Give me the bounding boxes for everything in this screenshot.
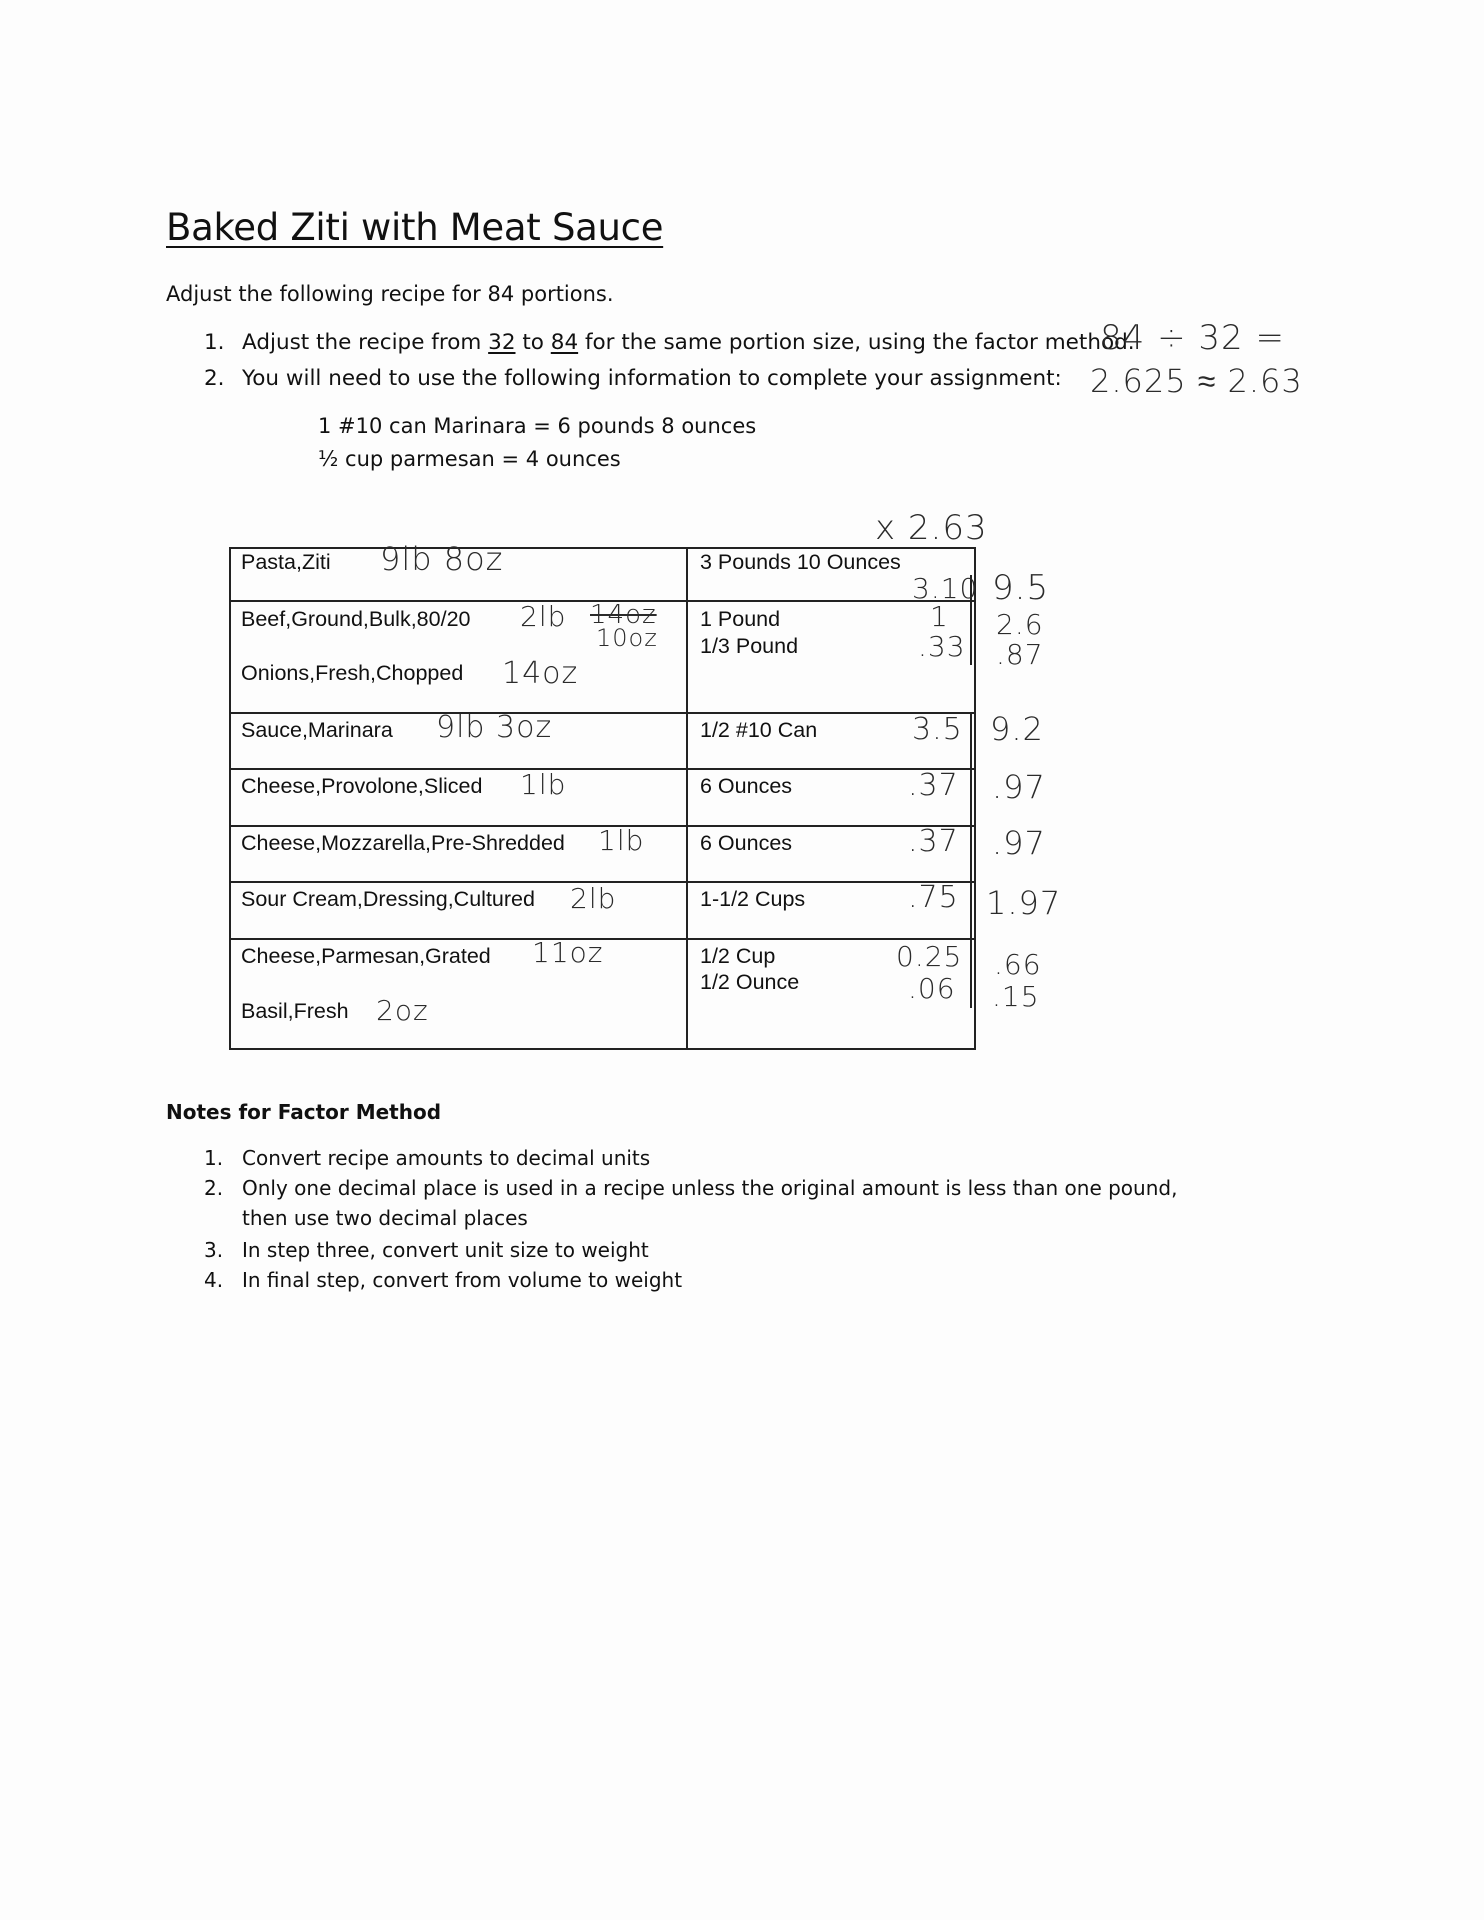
handwritten-result: 2.6 (996, 608, 1044, 641)
from-portions: 32 (488, 330, 516, 355)
instruction-number: 2. (204, 366, 225, 391)
handwritten-scaled-amount: 14oz (502, 656, 579, 691)
instruction-1: 1. Adjust the recipe from 32 to 84 for the same portion size, using the factor method. (204, 330, 1135, 355)
ingredient-name: Onions,Fresh,Chopped (241, 661, 464, 685)
table-row-basil (241, 998, 349, 1024)
handwritten-multiplier: x 2.63 (875, 508, 988, 548)
table-row-marinara (241, 717, 393, 743)
ingredient-name: Cheese,Mozzarella,Pre-Shredded (241, 831, 565, 855)
table-row-onions (241, 660, 463, 686)
handwritten-result: 9.5 (992, 568, 1050, 608)
handwritten-decimal: 3.5 (912, 712, 963, 747)
handwritten-decimal: 1 (930, 600, 949, 633)
table-row-sour-cream (241, 886, 535, 912)
handwritten-result: .97 (992, 768, 1046, 806)
handwritten-factor-result: 2.625 ≈ 2.63 (1090, 362, 1303, 400)
handwritten-separator (970, 768, 972, 825)
handwritten-decimal: 0.25 (896, 940, 963, 973)
recipe-amount: 1/3 Pound (700, 634, 799, 658)
to-portions: 84 (550, 330, 579, 355)
handwritten-result: .97 (992, 824, 1046, 862)
handwritten-scaled-amount: 2lb (520, 600, 567, 633)
handwritten-scaled-amount: 2lb (570, 882, 617, 915)
table-row-mozzarella (241, 830, 565, 856)
table-row-beef (241, 606, 471, 632)
recipe-amount: 6 Ounces (700, 831, 793, 855)
recipe-amount: 1/2 #10 Can (700, 718, 818, 742)
handwritten-scaled-amount: 2oz (376, 994, 429, 1027)
conversion-info-parmesan: ½ cup parmesan = 4 ounces (318, 447, 621, 471)
handwritten-result: 1.97 (986, 884, 1062, 922)
handwritten-scaled-amount: 1lb (520, 768, 567, 801)
note-item: 3. In step three, convert unit size to weight (204, 1238, 649, 1262)
handwritten-result: .15 (992, 980, 1040, 1013)
recipe-amount: 1-1/2 Cups (700, 887, 806, 911)
ingredient-name: Cheese,Provolone,Sliced (241, 774, 483, 798)
handwritten-separator (970, 938, 972, 1008)
handwritten-result: 9.2 (990, 710, 1044, 748)
recipe-amount: 6 Ounces (700, 774, 793, 798)
instruction-number: 1. (204, 330, 225, 355)
instruction-2: 2. You will need to use the following information to complete your assignment: (204, 366, 1062, 391)
handwritten-decimal: .06 (908, 972, 956, 1005)
handwritten-separator (970, 881, 972, 938)
recipe-amount: 1/2 Ounce (700, 970, 800, 994)
recipe-amount: 3 Pounds 10 Ounces (700, 550, 901, 574)
handwritten-crossed-out: 14oz (590, 600, 657, 630)
handwritten-factor-calc: 84 ÷ 32 = (1100, 318, 1285, 358)
handwritten-scaled-amount: 11oz (532, 936, 604, 969)
handwritten-result: .66 (994, 948, 1042, 981)
note-item: 4. In final step, convert from volume to weight (204, 1268, 683, 1292)
handwritten-decimal: .37 (908, 768, 959, 803)
table-row-provolone (241, 773, 482, 799)
table-row-divider (229, 712, 976, 714)
handwritten-result: .87 (996, 638, 1044, 671)
handwritten-scaled-amount: 9lb 3oz (436, 710, 553, 745)
recipe-amount: 1 Pound (700, 607, 781, 631)
ingredient-name: Sour Cream,Dressing,Cultured (241, 887, 535, 911)
intro-text: Adjust the following recipe for 84 portions. (166, 282, 614, 306)
ingredient-name: Cheese,Parmesan,Grated (241, 944, 491, 968)
notes-heading: Notes for Factor Method (166, 1100, 442, 1124)
handwritten-decimal: 3.10 (912, 572, 979, 605)
note-item-continuation: then use two decimal places (242, 1206, 528, 1230)
conversion-info-marinara: 1 #10 can Marinara = 6 pounds 8 ounces (318, 414, 757, 438)
note-item: 2. Only one decimal place is used in a recipe unless the original amount is less than one pound, (204, 1176, 1178, 1200)
table-row-pasta (241, 549, 331, 575)
handwritten-correction: 10oz (596, 624, 658, 652)
table-row-divider (229, 768, 976, 770)
note-item: 1. Convert recipe amounts to decimal units (204, 1146, 651, 1170)
ingredient-name: Sauce,Marinara (241, 718, 393, 742)
handwritten-decimal: .75 (908, 880, 959, 915)
handwritten-separator (970, 712, 972, 768)
table-column-divider (686, 547, 688, 1050)
table-row-parmesan (241, 943, 491, 969)
page-title: Baked Ziti with Meat Sauce (166, 206, 664, 249)
handwritten-separator (970, 825, 972, 881)
recipe-amount: 1/2 Cup (700, 944, 776, 968)
handwritten-scaled-amount: 9lb 8oz (380, 540, 504, 578)
ingredient-name: Basil,Fresh (241, 999, 349, 1023)
handwritten-scaled-amount: 1lb (598, 824, 645, 857)
ingredient-name: Pasta,Ziti (241, 550, 331, 574)
ingredient-name: Beef,Ground,Bulk,80/20 (241, 607, 471, 631)
handwritten-decimal: .33 (918, 630, 966, 663)
handwritten-decimal: .37 (908, 824, 959, 859)
